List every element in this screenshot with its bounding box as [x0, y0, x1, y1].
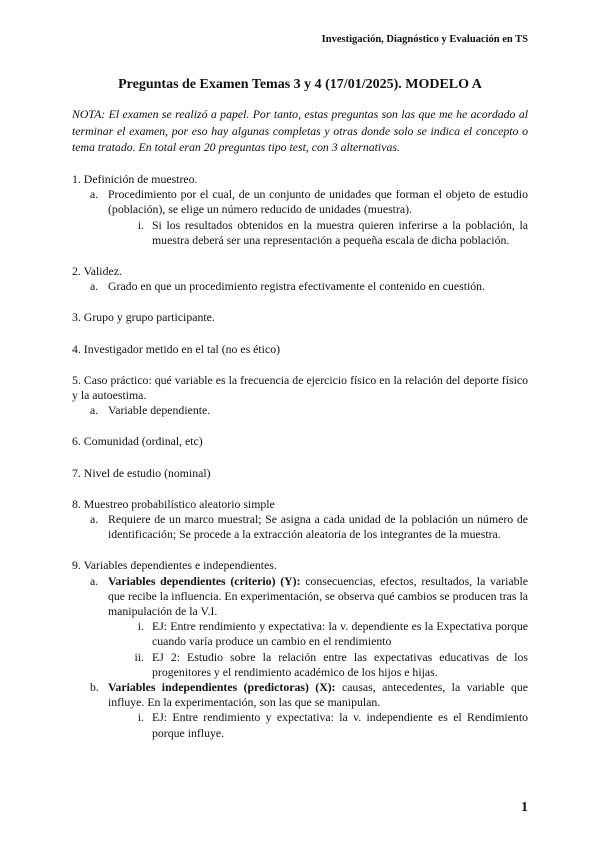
question-9-a-subitem-i: [72, 619, 528, 649]
question-8: 8. Muestreo probabilístico aleatorio simple: [72, 496, 275, 511]
question-7: 7. Nivel de estudio (nominal): [72, 465, 211, 480]
question-1-subitem-i: [72, 218, 528, 248]
question-9: 9. Variables dependientes e independientes.: [72, 558, 277, 573]
question-2: 2. Validez.: [72, 264, 122, 279]
question-6: 6. Comunidad (ordinal, etc): [72, 434, 203, 449]
running-header: Investigación, Diagnóstico y Evaluación en TS: [321, 34, 528, 45]
question-9-answer-b: [72, 680, 528, 710]
answer-text: [108, 574, 528, 620]
exam-note: NOTA: El examen se realizó a papel. Por tanto, estas preguntas son las que me he acordado al terminar el examen, por eso hay algunas completas y otras donde solo se indica el concepto o tema tratado. En total eran 20 preguntas tipo test, con 3 alternativas.: [72, 107, 528, 154]
document-title: Preguntas de Examen Temas 3 y 4 (17/01/2025). MODELO A: [118, 77, 482, 92]
list-marker: a.: [90, 403, 99, 418]
subitem-text: EJ: Entre rendimiento y expectativa: la v. dependiente es la Expectativa porque cuando varía produce un cambio en el rendimiento: [152, 619, 528, 649]
list-marker: i.: [137, 619, 144, 634]
list-marker: a.: [90, 573, 99, 588]
question-5-answer-a: [72, 403, 528, 418]
answer-rest: consecuencias, efectos, resultados, la variable que recibe la influencia. En experimentación, se observa qué cambios se producen tras la manipulación de la V.I.: [108, 573, 528, 619]
list-marker: a.: [90, 279, 99, 294]
list-marker: b.: [90, 680, 99, 695]
answer-text: Procedimiento por el cual, de un conjunto de unidades que forman el objeto de estudio (población), se elige un número reducido de unidades (muestra).: [108, 187, 528, 217]
answer-rest: causas, antecedentes, la variable que influye. En la experimentación, son las que se manipulan.: [108, 680, 528, 710]
subitem-text: EJ 2: Estudio sobre la relación entre las expectativas educativas de los progenitores y el rendimiento académico de los hijos e hijas.: [152, 649, 528, 679]
subitem-text: EJ: Entre rendimiento y expectativa: la v. independiente es el Rendimiento porque influye.: [152, 710, 528, 740]
question-2-answer-a: [72, 279, 528, 294]
answer-bold-term: Variables independientes (predictoras) (X):: [108, 680, 336, 695]
answer-bold-term: Variables dependientes (criterio) (Y):: [108, 573, 301, 588]
question-1: 1. Definición de muestreo.: [72, 172, 198, 186]
answer-text: Grado en que un procedimiento registra efectivamente el contenido en cuestión.: [108, 279, 486, 294]
answer-text: Requiere de un marco muestral; Se asigna a cada unidad de la población un número de identificación; Se procede a la extracción aleatoria de los integrantes de la muestra.: [108, 512, 528, 542]
answer-text: Variable dependiente.: [108, 403, 211, 418]
question-list: [72, 172, 528, 741]
list-marker: i.: [137, 710, 144, 725]
question-3: 3. Grupo y grupo participante.: [72, 310, 215, 325]
list-marker: a.: [90, 512, 99, 527]
subitem-text: Si los resultados obtenidos en la muestra quieren inferirse a la población, la muestra deberá ser una representación a pequeña escala de dicha población.: [152, 217, 528, 247]
list-marker: a.: [90, 187, 99, 202]
answer-text: [108, 680, 528, 710]
list-marker: ii.: [134, 649, 144, 664]
question-1-answer-a: [72, 187, 528, 217]
question-8-answer-a: [72, 512, 528, 542]
question-9-a-subitem-ii: [72, 650, 528, 680]
page-number: 1: [521, 800, 528, 815]
question-9-b-subitem-i: [72, 710, 528, 740]
question-4: 4. Investigador metido en el tal (no es ético): [72, 341, 281, 356]
question-9-answer-a: [72, 574, 528, 620]
question-5: 5. Caso práctico: qué variable es la frecuencia de ejercicio físico en la relación del deporte físico y la autoestima.: [72, 372, 528, 403]
list-marker: i.: [137, 217, 144, 232]
